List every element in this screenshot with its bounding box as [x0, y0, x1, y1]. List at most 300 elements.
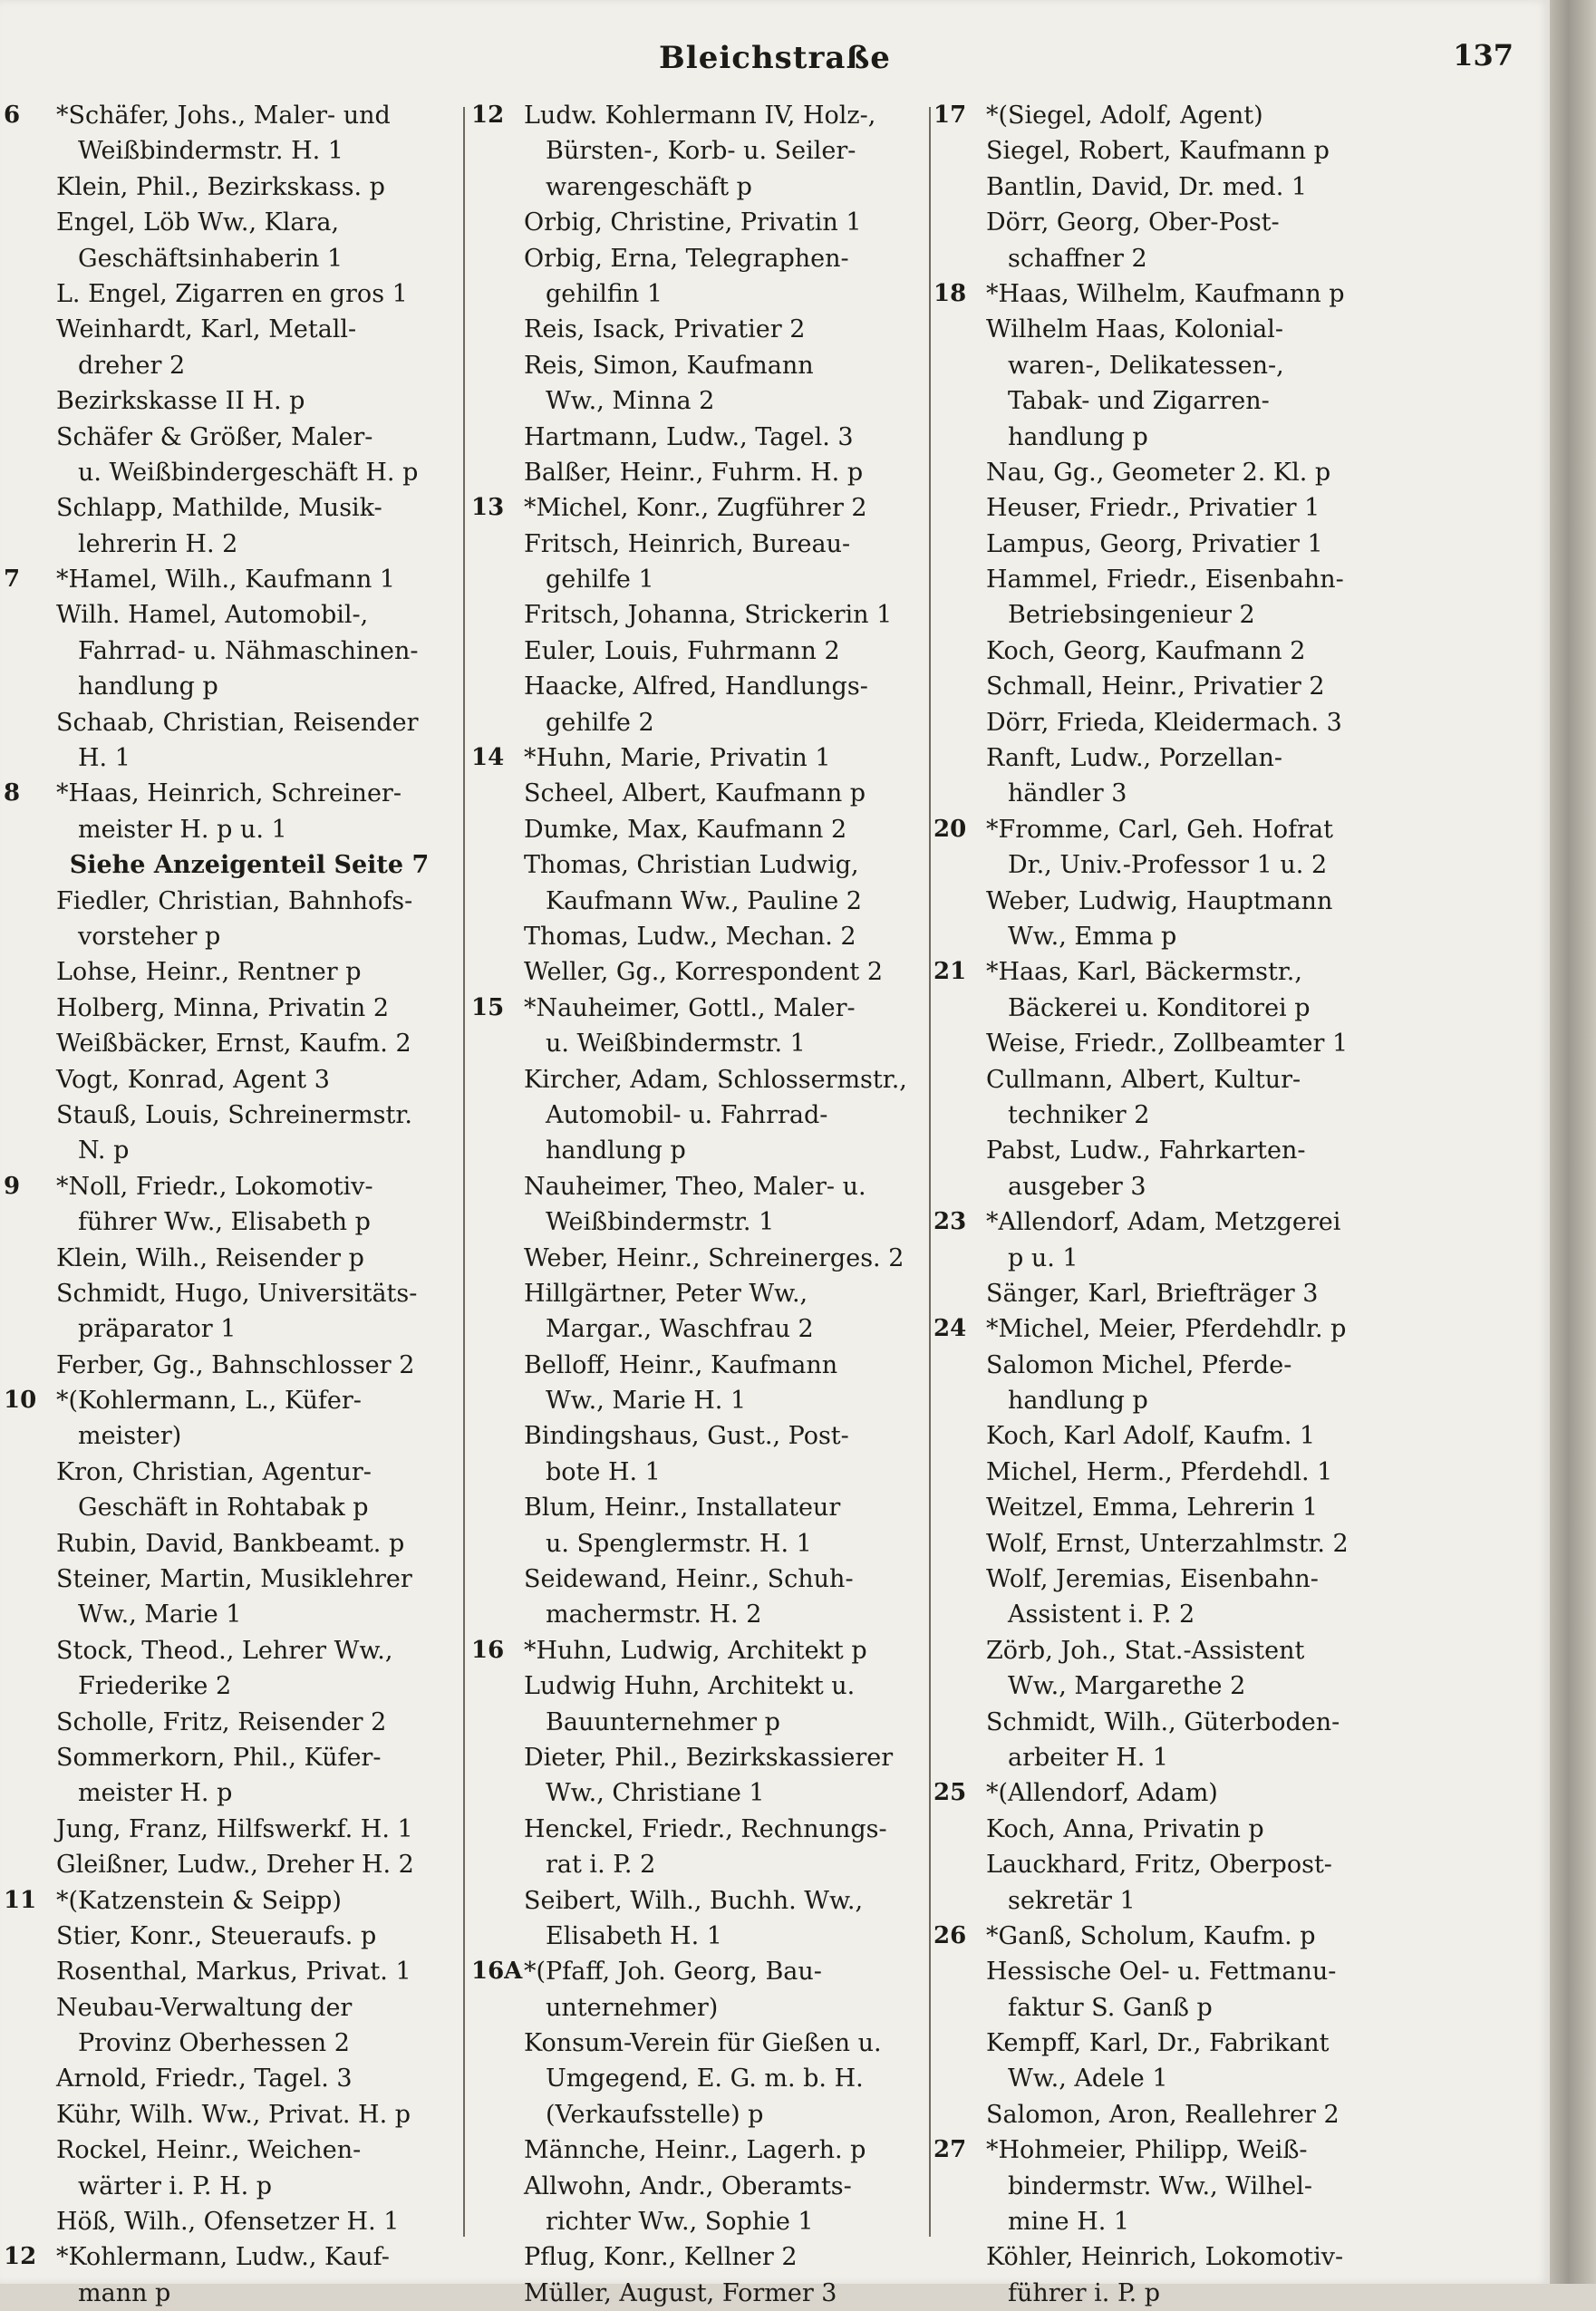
- entry-text: Männche, Heinr., Lagerh. p: [524, 2136, 866, 2165]
- entry-text: mine H. 1: [1008, 2208, 1130, 2237]
- directory-entry-line: [933, 1812, 1387, 1847]
- entry-text: techniker 2: [1008, 1100, 1150, 1129]
- directory-entry-line: [471, 455, 933, 490]
- directory-entry-line: [4, 991, 459, 1026]
- entry-text: Ww., Christiane 1: [546, 1779, 765, 1808]
- house-number-entry: [933, 1775, 1387, 1811]
- column-3: [933, 98, 1387, 2307]
- entry-text: *Noll, Friedr., Lokomotiv-: [56, 1172, 373, 1201]
- directory-entry-line: [933, 991, 1387, 1026]
- entry-text: u. Weißbindergeschäft H. p: [78, 458, 419, 487]
- directory-entry-line: [4, 1990, 459, 2026]
- entry-text: Bindingshaus, Gust., Post-: [524, 1422, 849, 1451]
- entry-text: *(Allendorf, Adam): [986, 1779, 1218, 1808]
- directory-entry-line: [933, 527, 1387, 562]
- entry-text: ausgeber 3: [1008, 1172, 1146, 1201]
- entry-text: Allwohn, Andr., Oberamts-: [524, 2171, 852, 2200]
- running-title: Bleichstraße: [659, 40, 891, 76]
- directory-entry-line: [4, 2061, 459, 2096]
- entry-text: *Huhn, Marie, Privatin 1: [524, 744, 831, 773]
- directory-entry-line: [4, 1418, 459, 1454]
- directory-entry-line: [4, 1455, 459, 1490]
- house-number-entry: [4, 562, 459, 597]
- directory-entry-line: [471, 2169, 933, 2204]
- directory-entry-line: [471, 669, 933, 704]
- directory-entry-line: [4, 669, 459, 704]
- house-number-entry: [933, 812, 1387, 847]
- directory-entry-line: [4, 1847, 459, 1882]
- directory-entry-line: [933, 1490, 1387, 1525]
- entry-text: Michel, Herm., Pferdehdl. 1: [986, 1457, 1333, 1486]
- directory-entry-line: [933, 2097, 1387, 2132]
- entry-text: Bezirkskasse II H. p: [56, 387, 305, 416]
- entry-text: gehilfe 1: [546, 566, 654, 595]
- directory-entry-line: [471, 812, 933, 847]
- directory-entry-line: [933, 1133, 1387, 1168]
- entry-text: Lauckhard, Fritz, Oberpost-: [986, 1851, 1332, 1880]
- directory-entry-line: [471, 1490, 933, 1525]
- entry-text: Weißbindermstr. H. 1: [78, 137, 343, 166]
- directory-entry-line: [471, 1026, 933, 1061]
- entry-text: Kaufmann Ww., Pauline 2: [546, 886, 862, 915]
- directory-entry-line: [933, 420, 1387, 455]
- house-number: 24: [933, 1315, 967, 1343]
- entry-text: Pabst, Ludw., Fahrkarten-: [986, 1136, 1306, 1165]
- house-number-entry: [4, 98, 459, 133]
- directory-entry-line: [933, 1026, 1387, 1061]
- entry-text: Wilh. Hamel, Automobil-,: [56, 601, 369, 630]
- directory-entry-line: [933, 847, 1387, 883]
- entry-text: meister): [78, 1422, 182, 1451]
- entry-text: *Michel, Konr., Zugführer 2: [524, 494, 867, 523]
- house-number: 10: [4, 1387, 37, 1415]
- entry-text: Klein, Phil., Bezirkskass. p: [56, 172, 385, 201]
- directory-entry-line: [471, 884, 933, 919]
- entry-text: Scheel, Albert, Kaufmann p: [524, 779, 866, 808]
- directory-entry-line: [4, 1526, 459, 1562]
- entry-text: Wolf, Ernst, Unterzahlmstr. 2: [986, 1529, 1349, 1558]
- entry-text: Weitzel, Emma, Lehrerin 1: [986, 1494, 1319, 1523]
- entry-text: Orbig, Christine, Privatin 1: [524, 208, 862, 237]
- directory-entry-line: [471, 1705, 933, 1740]
- directory-entry-line: [933, 1633, 1387, 1668]
- directory-entry-line: [471, 1668, 933, 1704]
- entry-text: Koch, Georg, Kaufmann 2: [986, 636, 1306, 665]
- entry-text: Margar., Waschfrau 2: [546, 1315, 814, 1344]
- entry-text: faktur S. Ganß p: [1008, 1993, 1213, 2022]
- directory-entry-line: [933, 490, 1387, 526]
- entry-text: Dörr, Frieda, Kleidermach. 3: [986, 708, 1342, 737]
- house-number-entry: [933, 954, 1387, 990]
- directory-entry-line: [4, 2097, 459, 2132]
- directory-entry-line: [933, 383, 1387, 419]
- entry-text: Salomon Michel, Pferde-: [986, 1350, 1292, 1379]
- entry-text: Weber, Ludwig, Hauptmann: [986, 886, 1333, 915]
- directory-entry-line: [4, 1705, 459, 1740]
- entry-text: Umgegend, E. G. m. b. H.: [546, 2064, 864, 2093]
- entry-text: Ranft, Ludw., Porzellan-: [986, 744, 1283, 773]
- entry-text: Scholle, Fritz, Reisender 2: [56, 1707, 387, 1736]
- directory-entry-line: [933, 2276, 1387, 2311]
- directory-entry-line: [471, 169, 933, 205]
- entry-text: *Huhn, Ludwig, Architekt p: [524, 1636, 867, 1665]
- directory-entry-line: [933, 2026, 1387, 2061]
- entry-text: Ludwig Huhn, Architekt u.: [524, 1672, 856, 1701]
- entry-text: *Kohlermann, Ludw., Kauf-: [56, 2243, 390, 2272]
- directory-entry-line: [933, 740, 1387, 776]
- entry-text: Orbig, Erna, Telegraphen-: [524, 244, 849, 273]
- entry-text: Neubau-Verwaltung der: [56, 1993, 353, 2022]
- entry-text: Balßer, Heinr., Fuhrm. H. p: [524, 458, 864, 487]
- directory-entry-line: [4, 2204, 459, 2239]
- entry-text: Müller, August, Former 3: [524, 2278, 837, 2307]
- directory-entry-line: [471, 348, 933, 383]
- directory-entry-line: [471, 1276, 933, 1311]
- directory-entry-line: [933, 776, 1387, 811]
- directory-entry-line: [471, 527, 933, 562]
- directory-entry-line: [4, 1919, 459, 1954]
- house-number: 8: [4, 779, 21, 807]
- entry-text: Heuser, Friedr., Privatier 1: [986, 494, 1320, 523]
- directory-entry-line: [933, 1668, 1387, 1704]
- entry-text: Haacke, Alfred, Handlungs-: [524, 672, 868, 701]
- entry-text: Dr., Univ.-Professor 1 u. 2: [1008, 851, 1328, 880]
- directory-entry-line: [471, 919, 933, 954]
- entry-text: Schmidt, Hugo, Universitäts-: [56, 1279, 418, 1308]
- directory-entry-line: [4, 133, 459, 169]
- entry-text: Bürsten-, Korb- u. Seiler-: [546, 137, 856, 166]
- directory-entry-line: [4, 1204, 459, 1240]
- directory-entry-line: [471, 1348, 933, 1383]
- directory-entry-line: [471, 776, 933, 811]
- directory-entry-line: [4, 1062, 459, 1097]
- directory-entry-line: [933, 455, 1387, 490]
- column-2: [471, 98, 933, 2307]
- entry-text: Vogt, Konrad, Agent 3: [56, 1065, 330, 1094]
- directory-entry-line: [4, 1276, 459, 1311]
- directory-entry-line: [4, 312, 459, 347]
- entry-text: handlung p: [1008, 1387, 1148, 1416]
- directory-entry-line: [933, 205, 1387, 240]
- directory-entry-line: [4, 884, 459, 919]
- directory-entry-line: [933, 1062, 1387, 1097]
- house-number: 23: [933, 1208, 967, 1236]
- entry-text: u. Weißbindermstr. 1: [546, 1030, 806, 1059]
- entry-text: *Haas, Wilhelm, Kaufmann p: [986, 279, 1345, 308]
- house-number: 13: [471, 494, 505, 522]
- entry-text: Ww., Marie H. 1: [546, 1387, 747, 1416]
- directory-entry-line: [4, 1311, 459, 1347]
- directory-entry-line: [933, 1348, 1387, 1383]
- directory-entry-line: [933, 1597, 1387, 1632]
- entry-text: Seidewand, Heinr., Schuh-: [524, 1565, 854, 1594]
- page-header: [0, 33, 1550, 87]
- directory-entry-line: [471, 847, 933, 883]
- directory-entry-line: [933, 705, 1387, 740]
- entry-text: H. 1: [78, 744, 131, 773]
- book-page-edge: [1550, 0, 1596, 2284]
- entry-text: Schmall, Heinr., Privatier 2: [986, 672, 1325, 701]
- house-number: 27: [933, 2136, 967, 2164]
- directory-entry-line: [4, 1668, 459, 1704]
- directory-entry-line: [4, 1954, 459, 1989]
- directory-entry-line: [933, 1418, 1387, 1454]
- entry-text: Steiner, Martin, Musiklehrer: [56, 1565, 412, 1594]
- entry-text: Henckel, Friedr., Rechnungs-: [524, 1814, 887, 1843]
- directory-entry-line: [471, 2132, 933, 2168]
- directory-entry-line: [933, 1705, 1387, 1740]
- entry-text: Fritsch, Johanna, Strickerin 1: [524, 601, 893, 630]
- entry-text: machermstr. H. 2: [546, 1600, 762, 1629]
- directory-entry-line: [471, 1062, 933, 1097]
- entry-text: L. Engel, Zigarren en gros 1: [56, 279, 408, 308]
- entry-text: dreher 2: [78, 351, 186, 380]
- directory-entry-line: [471, 312, 933, 347]
- house-number: 9: [4, 1172, 21, 1200]
- directory-entry-line: [4, 2276, 459, 2311]
- entry-text: Geschäftsinhaberin 1: [78, 244, 343, 273]
- house-number: 17: [933, 102, 967, 129]
- directory-entry-line: [471, 1812, 933, 1847]
- directory-entry-line: [471, 633, 933, 669]
- directory-entry-line: [933, 169, 1387, 205]
- entry-text: Ww., Minna 2: [546, 387, 715, 416]
- entry-text: Weinhardt, Karl, Metall-: [56, 315, 357, 344]
- directory-entry-line: [471, 1133, 933, 1168]
- directory-entry-line: [933, 1847, 1387, 1882]
- directory-entry-line: [933, 1954, 1387, 1989]
- directory-entry-line: [471, 2239, 933, 2275]
- directory-entry-line: [471, 2204, 933, 2239]
- entry-text: Ludw. Kohlermann IV, Holz-,: [524, 102, 876, 130]
- directory-entry-line: [471, 276, 933, 312]
- directory-entry-line: [4, 919, 459, 954]
- directory-entry-line: [471, 1169, 933, 1204]
- house-number: 20: [933, 815, 967, 843]
- entry-text: sekretär 1: [1008, 1886, 1136, 1915]
- house-number: 21: [933, 958, 967, 986]
- entry-text: Euler, Louis, Fuhrmann 2: [524, 636, 840, 665]
- directory-entry-line: [4, 241, 459, 276]
- entry-text: handlung p: [546, 1136, 686, 1165]
- entry-text: Blum, Heinr., Installateur: [524, 1494, 841, 1523]
- entry-text: Arnold, Friedr., Tagel. 3: [56, 2064, 353, 2093]
- entry-text: Kempff, Karl, Dr., Fabrikant: [986, 2029, 1330, 2058]
- entry-text: Nau, Gg., Geometer 2. Kl. p: [986, 458, 1331, 487]
- directory-entry-line: [4, 1633, 459, 1668]
- directory-entry-line: [471, 1455, 933, 1490]
- directory-entry-line: [471, 1241, 933, 1276]
- entry-text: Schaab, Christian, Reisender: [56, 708, 419, 737]
- entry-text: Tabak- und Zigarren-: [1008, 387, 1270, 416]
- house-number-entry: [471, 490, 933, 526]
- house-number: 12: [4, 2243, 37, 2271]
- entry-text: Betriebsingenieur 2: [1008, 601, 1255, 630]
- directory-entry-line: [4, 597, 459, 633]
- entry-text: *Hohmeier, Philipp, Weiß-: [986, 2136, 1308, 2165]
- entry-text: Wolf, Jeremias, Eisenbahn-: [986, 1565, 1319, 1594]
- directory-entry-line: [4, 1597, 459, 1632]
- entry-text: Weißbindermstr. 1: [546, 1208, 775, 1237]
- house-number-entry: [471, 991, 933, 1026]
- house-number: 16: [471, 1636, 505, 1664]
- entry-text: Cullmann, Albert, Kultur-: [986, 1065, 1301, 1094]
- directory-entry-line: [471, 1383, 933, 1418]
- directory-entry-line: [4, 490, 459, 526]
- directory-entry-line: [4, 1097, 459, 1133]
- entry-text: Fahrrad- u. Nähmaschinen-: [78, 636, 419, 665]
- entry-text: Ww., Adele 1: [1008, 2064, 1168, 2093]
- house-number-entry: [4, 2239, 459, 2275]
- entry-text: Stauß, Louis, Schreinermstr.: [56, 1100, 412, 1129]
- directory-entry-line: [4, 1241, 459, 1276]
- entry-text: *(Kohlermann, L., Küfer-: [56, 1387, 362, 1416]
- entry-text: Elisabeth H. 1: [546, 1921, 722, 1950]
- directory-entry-line: [4, 1348, 459, 1383]
- directory-entry-line: [471, 205, 933, 240]
- directory-entry-line: [471, 420, 933, 455]
- entry-text: Hammel, Friedr., Eisenbahn-: [986, 566, 1344, 595]
- directory-entry-line: [471, 597, 933, 633]
- entry-text: Ww., Margarethe 2: [1008, 1672, 1246, 1701]
- entry-text: Dörr, Georg, Ober-Post-: [986, 208, 1280, 237]
- directory-entry-line: [471, 1204, 933, 1240]
- entry-text: Fiedler, Christian, Bahnhofs-: [56, 886, 413, 915]
- directory-entry-line: [471, 1847, 933, 1882]
- entry-text: Geschäft in Rohtabak p: [78, 1494, 369, 1523]
- entry-text: schaffner 2: [1008, 244, 1147, 273]
- directory-entry-line: [471, 562, 933, 597]
- entry-text: führer i. P. p: [1008, 2278, 1161, 2307]
- house-number-entry: [471, 1954, 933, 1989]
- directory-entry-line: [471, 1919, 933, 1954]
- directory-entry-line: [933, 669, 1387, 704]
- house-number: 15: [471, 993, 505, 1021]
- directory-entry-line: [471, 1775, 933, 1811]
- directory-entry-line: [471, 705, 933, 740]
- directory-entry-line: [471, 1526, 933, 1562]
- entry-text: richter Ww., Sophie 1: [546, 2208, 814, 2237]
- column-1: [4, 98, 459, 2307]
- entry-text: Holberg, Minna, Privatin 2: [56, 993, 390, 1022]
- entry-text: Schlapp, Mathilde, Musik-: [56, 494, 382, 523]
- page-number: 137: [1453, 38, 1514, 73]
- entry-text: Kron, Christian, Agentur-: [56, 1457, 372, 1486]
- entry-text: Stier, Konr., Steueraufs. p: [56, 1921, 377, 1950]
- entry-text: Ww., Marie 1: [78, 1600, 242, 1629]
- house-number-entry: [933, 1311, 1387, 1347]
- entry-text: Dumke, Max, Kaufmann 2: [524, 815, 847, 844]
- directory-entry-line: [933, 1383, 1387, 1418]
- entry-text: Fritsch, Heinrich, Bureau-: [524, 529, 851, 558]
- entry-text: Dieter, Phil., Bezirkskassierer: [524, 1743, 894, 1772]
- entry-text: Friederike 2: [78, 1672, 232, 1701]
- directory-entry-line: [471, 1883, 933, 1919]
- entry-text: *Hamel, Wilh., Kaufmann 1: [56, 566, 396, 595]
- entry-text: Kircher, Adam, Schlossermstr.,: [524, 1065, 907, 1094]
- directory-entry-line: [4, 205, 459, 240]
- directory-entry-line: [933, 1562, 1387, 1597]
- advert-reference: [4, 847, 459, 883]
- entry-text: Höß, Wilh., Ofensetzer H. 1: [56, 2208, 400, 2237]
- house-number-entry: [4, 1383, 459, 1418]
- entry-text: Weißbäcker, Ernst, Kaufm. 2: [56, 1030, 411, 1059]
- directory-entry-line: [4, 527, 459, 562]
- directory-entry-line: [933, 919, 1387, 954]
- entry-text: lehrerin H. 2: [78, 529, 238, 558]
- entry-text: bote H. 1: [546, 1457, 661, 1486]
- directory-entry-line: [4, 705, 459, 740]
- entry-text: gehilfin 1: [546, 279, 663, 308]
- entry-text: Schäfer & Größer, Maler-: [56, 422, 373, 451]
- entry-text: Sommerkorn, Phil., Küfer-: [56, 1743, 382, 1772]
- entry-text: Siehe Anzeigenteil Seite 7: [69, 851, 430, 880]
- house-number: 11: [4, 1886, 37, 1914]
- entry-text: *(Siegel, Adolf, Agent): [986, 102, 1263, 130]
- entry-text: *Nauheimer, Gottl., Maler-: [524, 993, 856, 1022]
- entry-text: *Ganß, Scholum, Kaufm. p: [986, 1921, 1316, 1950]
- entry-text: *Michel, Meier, Pferdehdlr. p: [986, 1315, 1347, 1344]
- entry-text: N. p: [78, 1136, 130, 1165]
- directory-entry-line: [933, 2204, 1387, 2239]
- entry-text: Salomon, Aron, Reallehrer 2: [986, 2100, 1340, 2129]
- entry-text: Stock, Theod., Lehrer Ww.,: [56, 1636, 393, 1665]
- directory-entry-line: [933, 1740, 1387, 1775]
- directory-entry-line: [933, 1883, 1387, 1919]
- house-number: 25: [933, 1779, 967, 1807]
- entry-text: bindermstr. Ww., Wilhel-: [1008, 2171, 1312, 2200]
- entry-text: Zörb, Joh., Stat.-Assistent: [986, 1636, 1305, 1665]
- directory-entry-line: [933, 1990, 1387, 2026]
- entry-text: warengeschäft p: [546, 172, 752, 201]
- entry-text: Gleißner, Ludw., Dreher H. 2: [56, 1851, 414, 1880]
- entry-text: meister H. p: [78, 1779, 233, 1808]
- entry-text: Automobil- u. Fahrrad-: [546, 1100, 828, 1129]
- entry-text: Konsum-Verein für Gießen u.: [524, 2029, 882, 2058]
- entry-text: *Haas, Karl, Bäckermstr.,: [986, 958, 1302, 987]
- entry-text: handlung p: [1008, 422, 1148, 451]
- entry-text: *Fromme, Carl, Geh. Hofrat: [986, 815, 1333, 844]
- house-number-entry: [471, 1633, 933, 1668]
- house-number-entry: [933, 98, 1387, 133]
- directory-entry-line: [4, 383, 459, 419]
- entry-text: Kühr, Wilh. Ww., Privat. H. p: [56, 2100, 411, 2129]
- entry-text: (Verkaufsstelle) p: [546, 2100, 764, 2129]
- directory-entry-line: [4, 455, 459, 490]
- entry-text: Ww., Emma p: [1008, 922, 1177, 951]
- entry-text: Engel, Löb Ww., Klara,: [56, 208, 340, 237]
- house-number-entry: [4, 1169, 459, 1204]
- entry-text: Wilhelm Haas, Kolonial-: [986, 315, 1283, 344]
- entry-text: Hartmann, Ludw., Tagel. 3: [524, 422, 854, 451]
- directory-entry-line: [4, 1133, 459, 1168]
- entry-text: Nauheimer, Theo, Maler- u.: [524, 1172, 866, 1201]
- directory-entry-line: [4, 812, 459, 847]
- house-number: 7: [4, 566, 21, 594]
- entry-text: Koch, Anna, Privatin p: [986, 1814, 1264, 1843]
- entry-text: Koch, Karl Adolf, Kaufm. 1: [986, 1422, 1316, 1451]
- entry-text: Jung, Franz, Hilfswerkf. H. 1: [56, 1814, 413, 1843]
- entry-text: Klein, Wilh., Reisender p: [56, 1243, 364, 1272]
- house-number-entry: [933, 2132, 1387, 2168]
- entry-text: Weller, Gg., Korrespondent 2: [524, 958, 884, 987]
- entry-text: p u. 1: [1008, 1243, 1079, 1272]
- entry-text: Bäckerei u. Konditorei p: [1008, 993, 1311, 1022]
- directory-entry-line: [4, 276, 459, 312]
- directory-entry-line: [4, 954, 459, 990]
- entry-text: Rubin, David, Bankbeamt. p: [56, 1529, 405, 1558]
- directory-entry-line: [471, 241, 933, 276]
